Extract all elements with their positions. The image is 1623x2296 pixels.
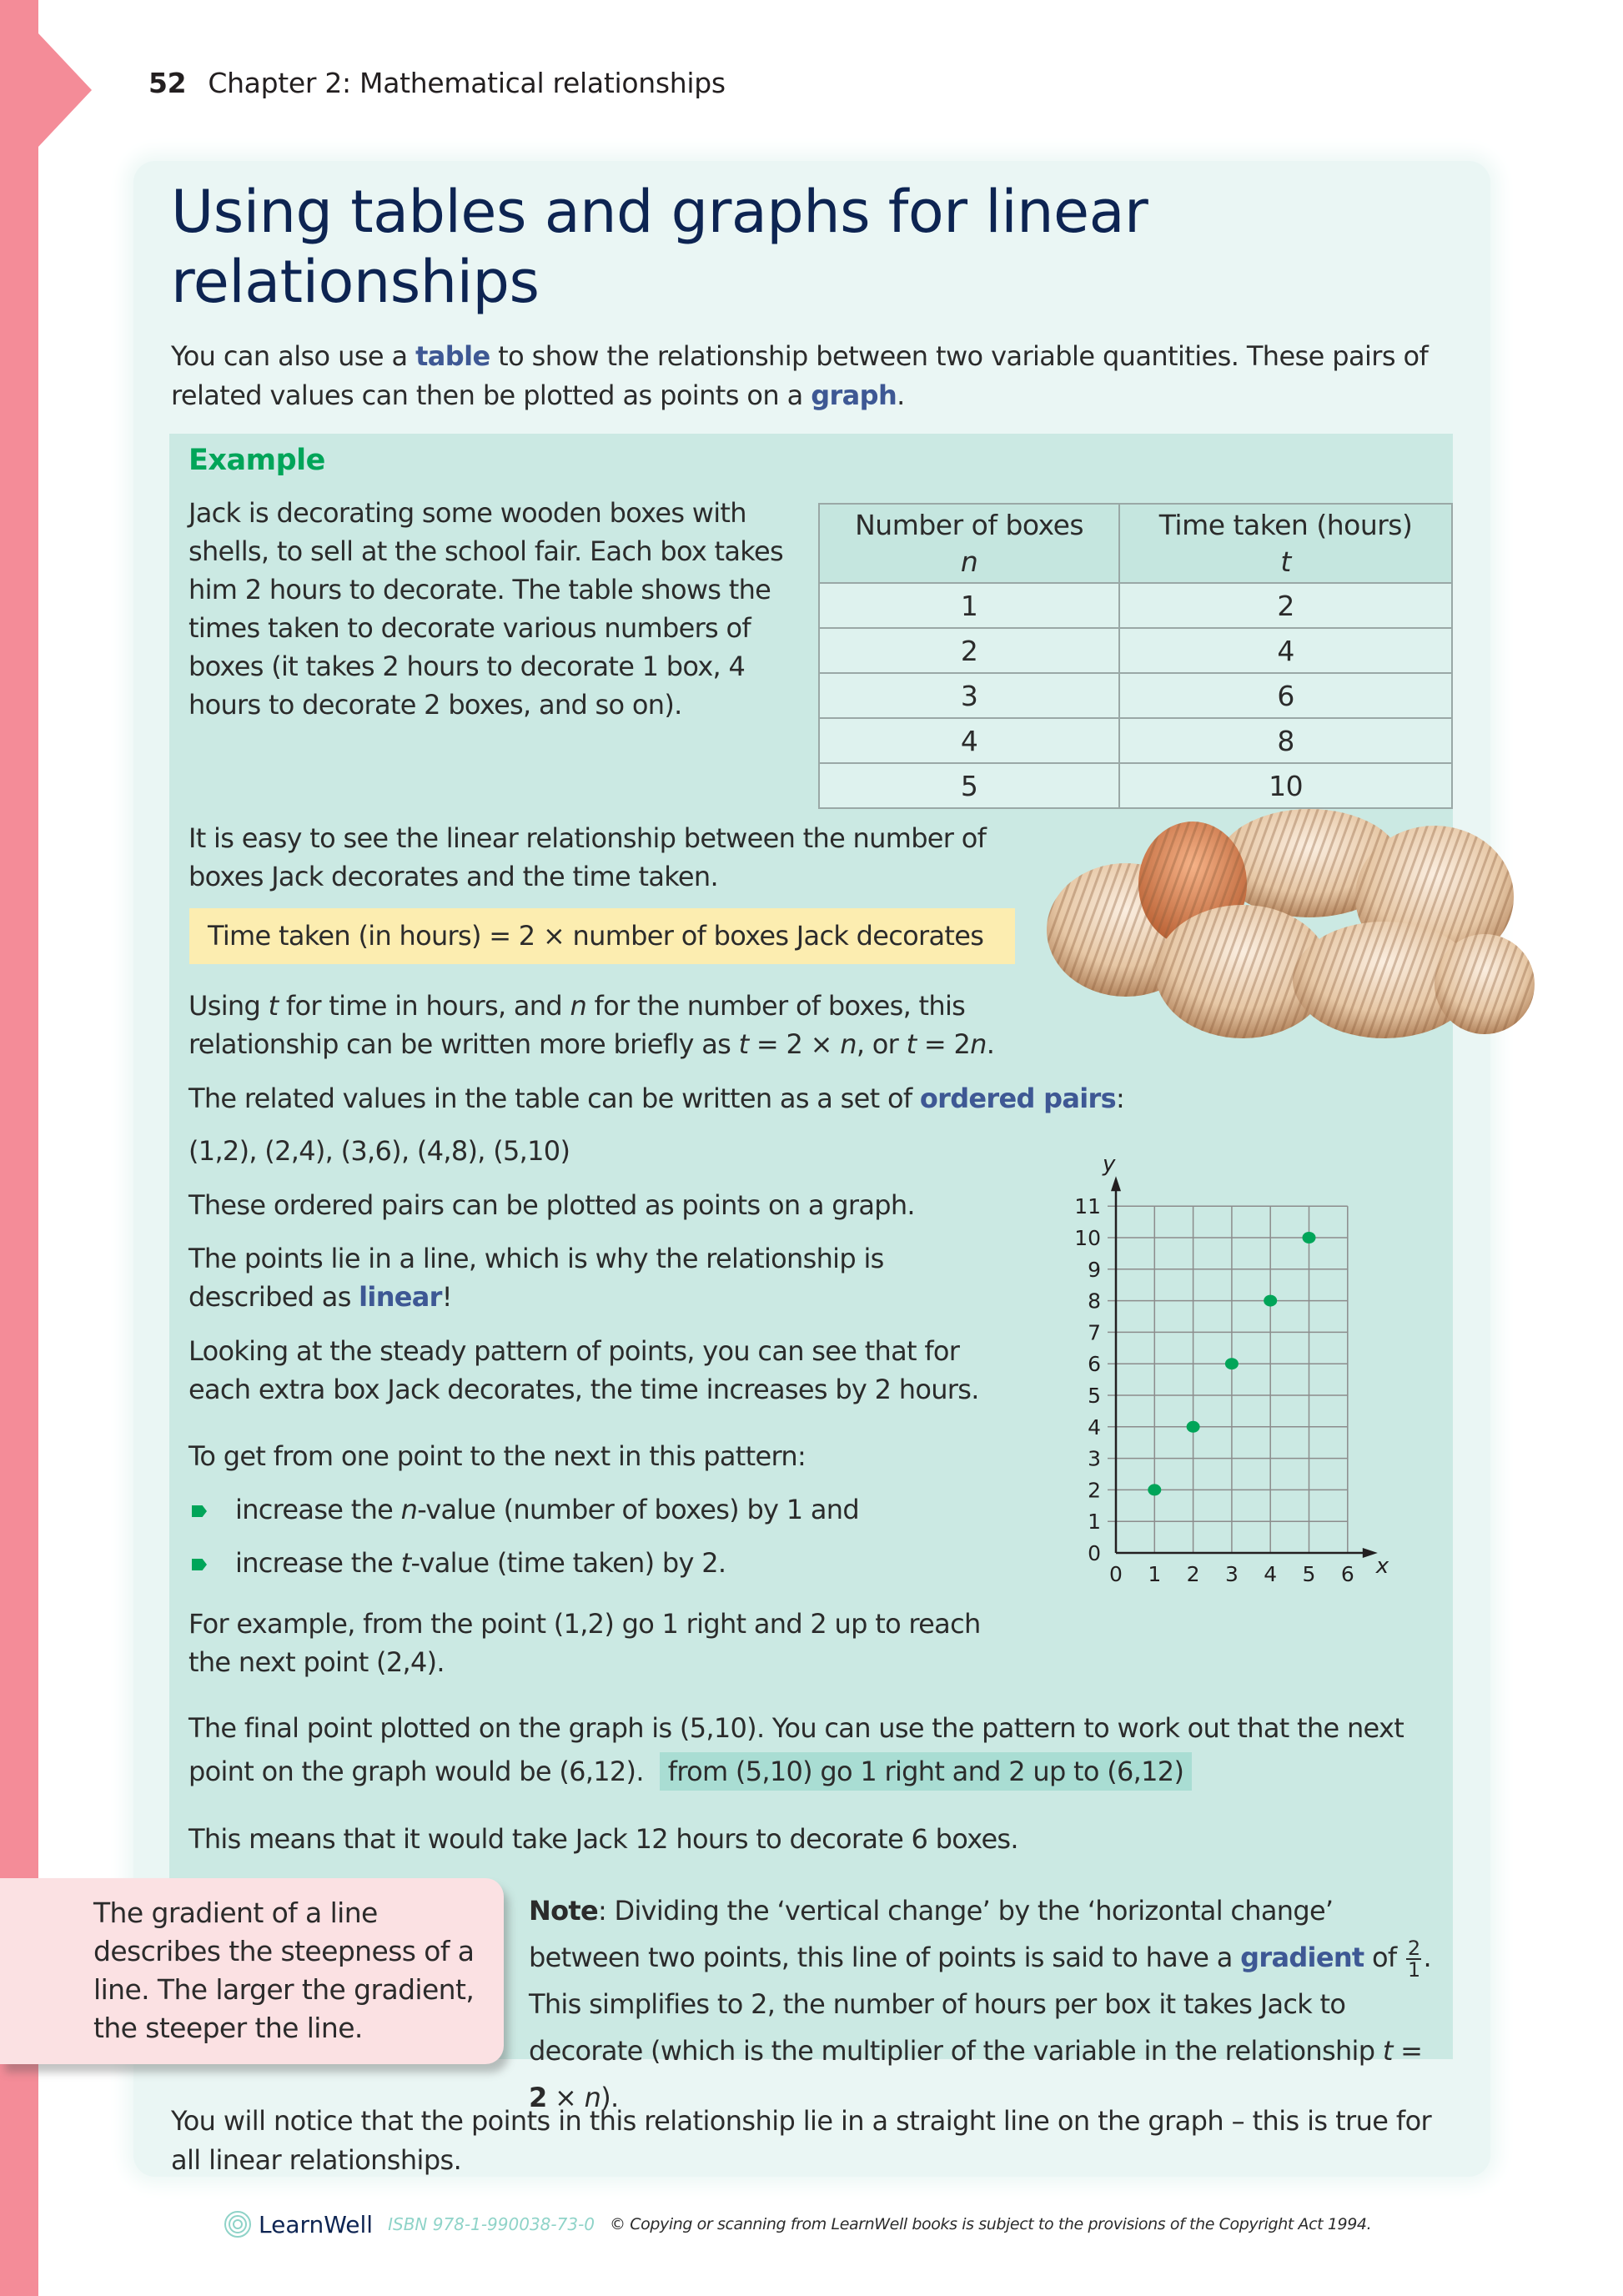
- table-cell: 4: [819, 718, 1119, 763]
- inline-annotation-highlight: from (5,10) go 1 right and 2 up to (6,12): [660, 1752, 1192, 1791]
- y-tick-label: 6: [1088, 1352, 1101, 1377]
- y-tick-label: 8: [1088, 1289, 1101, 1314]
- table-cell: 5: [819, 763, 1119, 808]
- intro-text: .: [897, 379, 905, 411]
- isbn: ISBN 978-1-990038-73-0: [388, 2214, 595, 2234]
- text: for time in hours, and: [278, 990, 570, 1022]
- text: The final point plotted on the graph is (5,10). You can use the pattern to work out that the next point on the graph would be (6,12).: [188, 1712, 1404, 1787]
- x-axis-label: x: [1375, 1554, 1389, 1579]
- intro-text: You can also use a: [171, 340, 416, 372]
- grid-vertical-lines: [1154, 1206, 1348, 1553]
- y-tick-label: 10: [1074, 1226, 1101, 1250]
- var-n: n: [584, 2082, 601, 2113]
- y-tick-label: 5: [1088, 1384, 1101, 1408]
- var-t: t: [906, 1028, 917, 1060]
- column-header-time: [1119, 504, 1452, 583]
- copyright-notice: © Copying or scanning from LearnWell books is subject to the provisions of the Copyright Act 1994.: [610, 2215, 1372, 2233]
- text: of: [1364, 1942, 1404, 1973]
- fraction-numerator: 2: [1407, 1937, 1420, 1960]
- text: ).: [600, 2082, 619, 2113]
- table-row: [819, 718, 1452, 763]
- boxes-time-table: [818, 503, 1453, 809]
- keyword-ordered-pairs: ordered pairs: [919, 1083, 1116, 1114]
- multiplier: 2: [529, 2082, 547, 2113]
- text: = 2 ×: [748, 1028, 841, 1060]
- keyword-linear: linear: [359, 1281, 442, 1313]
- page-tab-chevron: [38, 33, 92, 147]
- using-variables-paragraph: [188, 987, 1023, 1063]
- text: ×: [546, 2082, 585, 2113]
- text: :: [1115, 1083, 1125, 1114]
- text: = 2: [916, 1028, 971, 1060]
- y-tick-label: 2: [1088, 1478, 1101, 1503]
- fraction-denominator: 1: [1407, 1958, 1420, 1982]
- header-label: Time taken (hours): [1158, 508, 1413, 541]
- steady-pattern-paragraph: Looking at the steady pattern of points, you can see that for each extra box Jack decorates, the time increases by 2 hours.: [188, 1335, 979, 1405]
- x-tick-label: 4: [1264, 1562, 1278, 1586]
- table-header-row: [819, 504, 1452, 583]
- plotted-paragraph: These ordered pairs can be plotted as points on a graph.: [188, 1189, 915, 1221]
- example-heading: Example: [188, 444, 325, 477]
- text: for the number of boxes, this relationship can be written more briefly as: [188, 990, 966, 1060]
- text: .: [986, 1028, 995, 1060]
- x-tick-label: 5: [1302, 1562, 1316, 1586]
- seashells-image: [1034, 805, 1551, 1047]
- final-point-paragraph: [188, 1706, 1440, 1793]
- text: =: [1392, 2035, 1423, 2067]
- arrow-bullet-icon: [192, 1559, 207, 1570]
- list-item: [192, 1544, 1026, 1582]
- var-t: t: [400, 1547, 411, 1579]
- keyword-graph: graph: [811, 379, 897, 411]
- means-paragraph: This means that it would take Jack 12 hours to decorate 6 boxes.: [188, 1823, 1018, 1855]
- brand-name: LearnWell: [259, 2210, 374, 2238]
- table-cell: 3: [819, 673, 1119, 718]
- shell-pile: [1047, 809, 1535, 1038]
- data-point: [1187, 1421, 1200, 1433]
- y-axis-label: y: [1103, 1152, 1116, 1178]
- ordered-pairs-list: (1,2), (2,4), (3,6), (4,8), (5,10): [188, 1135, 570, 1167]
- scatter-chart: [1026, 1151, 1409, 1693]
- text: !: [441, 1281, 452, 1313]
- fraction-two-over-one: [1406, 1938, 1422, 1980]
- bullet-list: [192, 1490, 1026, 1582]
- var-t: t: [1382, 2035, 1393, 2067]
- y-tick-label: 0: [1088, 1541, 1101, 1565]
- table-cell: 10: [1119, 763, 1452, 808]
- easy-to-see-paragraph: It is easy to see the linear relationship between the number of boxes Jack decorates and the time taken.: [188, 822, 987, 892]
- column-header-boxes: [819, 504, 1119, 583]
- conclusion-paragraph: You will notice that the points in this relationship lie in a straight line on the graph – this is true for all linear relationships.: [171, 2105, 1432, 2176]
- keyword-gradient: gradient: [1240, 1942, 1364, 1973]
- data-point: [1303, 1232, 1316, 1243]
- page-title: Using tables and graphs for linear relationships: [171, 178, 1148, 316]
- var-n: n: [400, 1494, 418, 1525]
- x-tick-label: 1: [1148, 1562, 1162, 1586]
- y-tick-label: 7: [1088, 1320, 1101, 1345]
- table-cell: 2: [1119, 583, 1452, 628]
- text: , or: [856, 1028, 907, 1060]
- table-row: [819, 583, 1452, 628]
- y-tick-label: 4: [1088, 1414, 1101, 1439]
- text: The points lie in a line, which is why the relationship is described as: [188, 1243, 884, 1313]
- text: increase the: [235, 1547, 401, 1579]
- intro-paragraph: [171, 337, 1455, 415]
- table-row: [819, 628, 1452, 673]
- text: increase the: [235, 1494, 401, 1525]
- table-row: [819, 673, 1452, 718]
- formula-box: Time taken (in hours) = 2 × number of boxes Jack decorates: [189, 908, 1015, 964]
- table-cell: 6: [1119, 673, 1452, 718]
- header-label: Number of boxes: [855, 508, 1084, 541]
- for-example-paragraph: For example, from the point (1,2) go 1 right and 2 up to reach the next point (2,4).: [188, 1608, 981, 1678]
- x-tick-label: 6: [1340, 1562, 1354, 1586]
- running-header: [148, 67, 726, 99]
- text: -value (number of boxes) by 1 and: [417, 1494, 859, 1525]
- intro-text: to show the relationship between two variable quantities. These pairs of related values can then be plotted as points on a: [171, 340, 1429, 411]
- text: The related values in the table can be written as a set of: [188, 1083, 920, 1114]
- y-tick-label: 3: [1088, 1446, 1101, 1471]
- table-cell: 4: [1119, 628, 1452, 673]
- keyword-table: table: [415, 340, 490, 372]
- data-point: [1148, 1484, 1161, 1495]
- text: Using: [188, 990, 269, 1022]
- text: . This simplifies to 2, the number of hours per box it takes Jack to decorate (which is the multiplier of the variable in the relationship: [529, 1942, 1431, 2067]
- x-tick-label: 0: [1109, 1562, 1123, 1586]
- to-get-paragraph: To get from one point to the next in this pattern:: [188, 1440, 806, 1472]
- note-label: Note: [529, 1895, 598, 1927]
- var-n: n: [570, 990, 587, 1022]
- x-tick-label: 3: [1224, 1562, 1239, 1586]
- y-tick-label: 9: [1088, 1257, 1101, 1282]
- data-point: [1225, 1358, 1239, 1369]
- var-t: t: [738, 1028, 749, 1060]
- linear-paragraph: [188, 1239, 956, 1316]
- header-variable: t: [1280, 545, 1291, 578]
- y-tick-label: 1: [1088, 1510, 1101, 1535]
- ordered-pairs-intro: [188, 1079, 1273, 1118]
- learnwell-logo: [224, 2210, 373, 2238]
- text: : Dividing the ‘vertical change’ by the ‘horizontal change’ between two points, this line of points is said to have a: [529, 1895, 1334, 1973]
- y-tick-label: 11: [1074, 1194, 1101, 1219]
- var-n: n: [840, 1028, 857, 1060]
- page-number: 52: [148, 67, 187, 99]
- header-variable: n: [960, 545, 978, 578]
- spiral-logo-icon: [224, 2210, 252, 2238]
- var-n: n: [970, 1028, 987, 1060]
- example-scenario: Jack is decorating some wooden boxes with shells, to sell at the school fair. Each box takes him 2 hours to decorate. The table shows the times taken to decorate various numbers of boxes (it takes 2 hours to decorate 1 box, 4 hours to decorate 2 boxes, and so on).: [188, 497, 783, 721]
- text: -value (time taken) by 2.: [410, 1547, 726, 1579]
- list-item: [192, 1490, 1026, 1529]
- table-cell: 1: [819, 583, 1119, 628]
- var-t: t: [268, 990, 279, 1022]
- data-point: [1264, 1295, 1277, 1307]
- note-paragraph: [529, 1887, 1446, 2121]
- page-footer: [224, 2210, 1371, 2238]
- arrow-bullet-icon: [192, 1505, 207, 1517]
- gradient-callout-text: The gradient of a line describes the steepness of a line. The larger the gradient, the steeper the line.: [93, 1897, 475, 2044]
- table-cell: 2: [819, 628, 1119, 673]
- axes: [1111, 1176, 1378, 1558]
- table-row: [819, 763, 1452, 808]
- table-cell: 8: [1119, 718, 1452, 763]
- chapter-title: Chapter 2: Mathematical relationships: [208, 67, 726, 99]
- y-axis-arrow-icon: [1111, 1176, 1121, 1191]
- x-tick-label: 2: [1186, 1562, 1200, 1586]
